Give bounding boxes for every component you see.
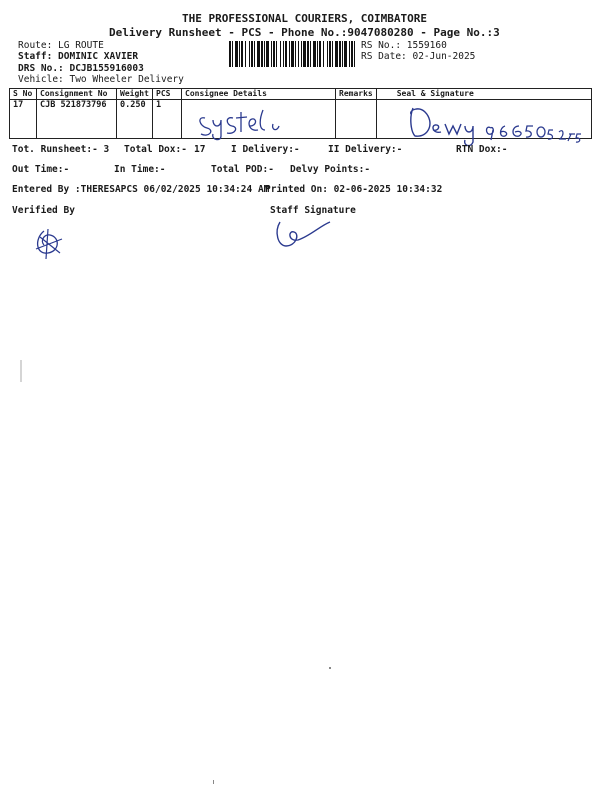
verified-by-label: Verified By [12,205,75,216]
cell-weight: 0.250 [117,100,153,139]
drs-number: DRS No.: DCJB155916003 [18,63,144,74]
tot-runsheet: Tot. Runsheet:- 3 [12,144,110,155]
total-pod: Total POD:- [211,164,274,175]
col-header-seal: Seal & Signature [376,89,591,100]
cell-sno: 17 [10,100,37,139]
delvy-points: Delvy Points:- [290,164,371,175]
out-time: Out Time:- [12,164,70,175]
col-header-weight: Weight [117,89,153,100]
verified-by-signature [30,225,70,261]
staff-signature-label: Staff Signature [270,205,356,216]
i-delivery: I Delivery:- [231,144,300,155]
runsheet-subtitle: Delivery Runsheet - PCS - Phone No.:9047080280 - Page No.:3 [109,26,500,39]
staff-label: Staff: DOMINIC XAVIER [18,51,139,62]
consignee-handwriting [195,106,290,142]
entered-by: Entered By :THERESAPCS 06/02/2025 10:34:24 AM [12,184,270,195]
col-header-consignee: Consignee Details [182,89,336,100]
scan-speck [20,360,22,382]
printed-on: Printed On: 02-06-2025 10:34:32 [265,184,443,195]
col-header-sno: S No [10,89,37,100]
seal-signature-handwriting [405,104,595,148]
total-dox-value: 17 [194,144,206,155]
cell-remarks [336,100,377,139]
cell-pcs: 1 [153,100,182,139]
in-time: In Time:- [114,164,166,175]
company-title: THE PROFESSIONAL COURIERS, COIMBATORE [182,12,428,25]
rtn-dox: RTN Dox:- [456,144,508,155]
col-header-remarks: Remarks [336,89,377,100]
scan-speck [213,780,214,784]
col-header-consignment: Consignment No [37,89,117,100]
total-dox-label: Total Dox:- [124,144,187,155]
rs-date: RS Date: 02-Jun-2025 [361,51,476,62]
col-header-pcs: PCS [153,89,182,100]
staff-signature-mark [270,218,334,252]
cell-consignment: CJB 521873796 [37,100,117,139]
route-label: Route: LG ROUTE [18,40,104,51]
ii-delivery: II Delivery:- [328,144,403,155]
vehicle-label: Vehicle: Two Wheeler Delivery [18,74,184,85]
scan-speck [329,667,331,669]
barcode-image [229,41,357,67]
rs-number: RS No.: 1559160 [361,40,447,51]
table-header-row [10,89,592,100]
